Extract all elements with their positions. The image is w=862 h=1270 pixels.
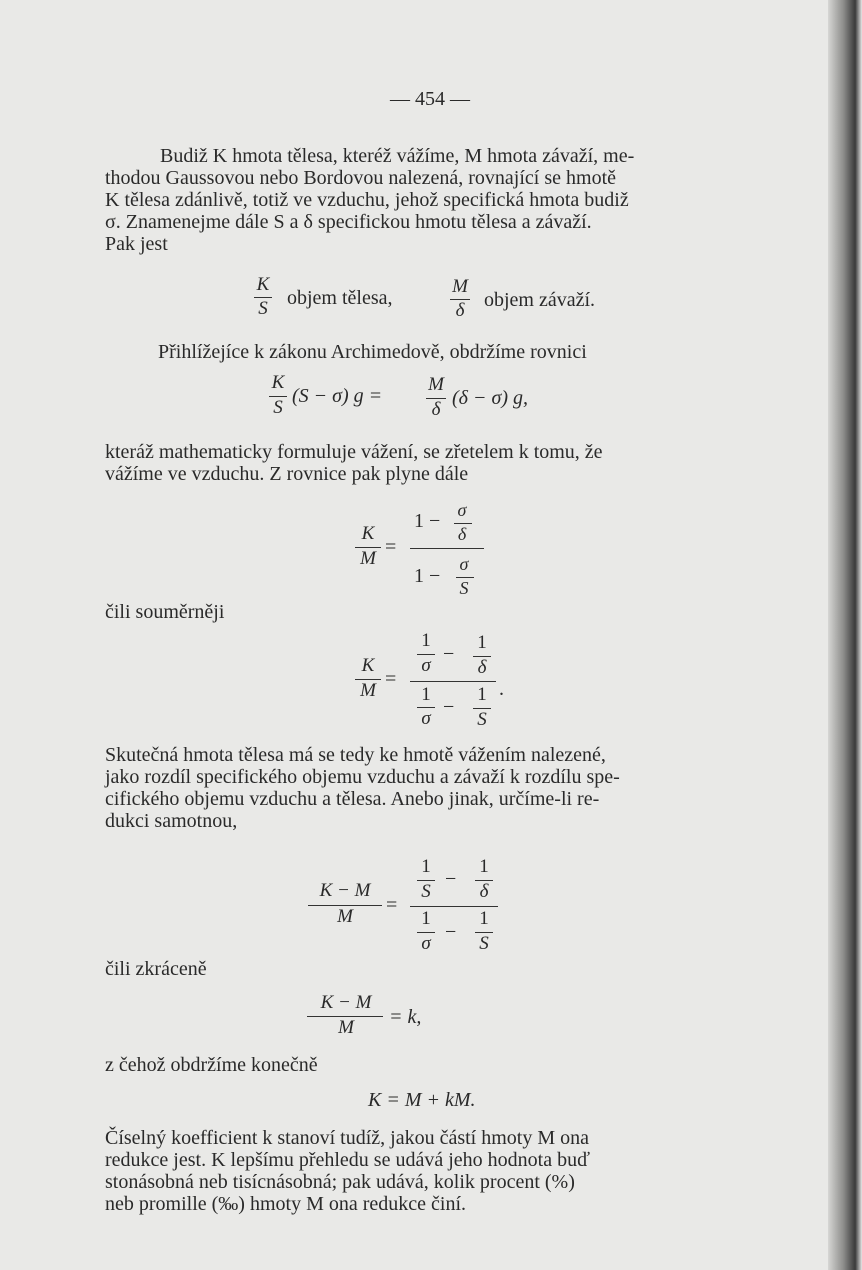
label-symmetric: čili souměrněji [105, 601, 225, 623]
eq5-a: 1 [421, 856, 431, 877]
label-finally: z čehož obdržíme konečně [105, 1054, 318, 1076]
eq4-lhs-den: M [360, 680, 376, 701]
eq5-h: S [479, 933, 489, 954]
para5-line-1: Číselný koefficient k stanoví tudíž, jakou částí hmoty M ona [105, 1127, 589, 1149]
para1-line-2: thodou Gaussovou nebo Bordovou nalezená, rovnající se hmotě [105, 167, 616, 189]
para5-line-3: stonásobná neb tisícnásobná; pak udává, kolik procent (%) [105, 1171, 575, 1193]
eq2-mid: (S − σ) g = [292, 385, 383, 407]
paragraph-2: Přihlížejíce k zákonu Archimedově, obdržíme rovnici [158, 341, 587, 363]
eq2-num1: K [271, 372, 285, 393]
eq1-text1: objem tělesa, [287, 287, 393, 309]
page-number: — 454 — [390, 88, 470, 110]
eq5-e: 1 [421, 908, 431, 929]
eq4-a: 1 [421, 630, 431, 651]
eq3-top: 1 − [414, 510, 441, 532]
para5-line-4: neb promille (‰) hmoty M ona redukce činí. [105, 1193, 467, 1215]
para1-line-5: Pak jest [105, 233, 168, 255]
eq6-rhs: = k, [389, 1006, 422, 1028]
paragraph-5 [105, 1127, 760, 1215]
eq1-num2: M [452, 276, 468, 297]
eq2-den2: δ [431, 399, 441, 420]
eq5-f: σ [421, 933, 431, 954]
eq4-eq: = [385, 668, 397, 690]
eq4-c: 1 [477, 632, 487, 653]
eq3-eq: = [385, 536, 397, 558]
para1-line-3: K tělesa zdánlivě, totiž ve vzduchu, jehož specifická hmota budiž [105, 189, 629, 211]
eq4-g: 1 [477, 684, 487, 705]
eq2-num2: M [428, 374, 444, 395]
eq2-den1: S [273, 397, 283, 418]
eq3-bot: 1 − [414, 565, 441, 587]
eq3-bot-den: S [459, 578, 469, 598]
para4-line-3: cifického objemu vzduchu a tělesa. Anebo jinak, určíme-li re- [105, 788, 600, 810]
paragraph-4 [105, 744, 760, 832]
eq6-lhs-num: K − M [320, 992, 372, 1013]
eq5-d: δ [479, 881, 489, 902]
para3-line-2: vážíme ve vzduchu. Z rovnice pak plyne dále [105, 463, 469, 485]
eq5-c: 1 [479, 856, 489, 877]
para4-line-4: dukci samotnou, [105, 810, 238, 832]
eq4-b: σ [421, 655, 431, 676]
eq4-f: σ [421, 708, 431, 729]
eq3-top-den: δ [457, 524, 467, 544]
eq4-lhs-num: K [361, 655, 375, 676]
eq5-lhs-den: M [337, 906, 353, 927]
eq5-lhs-num: K − M [319, 880, 371, 901]
paragraph-1 [105, 145, 760, 255]
eq3-bot-num: σ [459, 554, 469, 574]
eq4-dot: . [499, 678, 504, 700]
eq1-num1: K [256, 274, 270, 295]
eq5-eq: = [386, 894, 398, 916]
para4-line-2: jako rozdíl specifického objemu vzduchu a závaží k rozdílu spe- [105, 766, 620, 788]
equation-final: K = M + kM. [368, 1089, 476, 1111]
para4-line-1: Skutečná hmota tělesa má se tedy ke hmotě vážením nalezené, [105, 744, 606, 766]
eq4-d: δ [477, 657, 487, 678]
eq2-end: (δ − σ) g, [452, 387, 528, 409]
eq4-h: S [477, 709, 487, 730]
eq4-minus1: − [443, 643, 455, 665]
eq1-text2: objem závaží. [484, 289, 596, 311]
para3-line-1: kteráž mathematicky formuluje vážení, se zřetelem k tomu, že [105, 441, 603, 463]
eq3-lhs-num: K [361, 523, 375, 544]
eq4-e: 1 [421, 684, 431, 705]
eq1-den2: δ [455, 300, 465, 321]
eq5-minus1: − [445, 868, 457, 890]
eq5-minus2: − [445, 921, 457, 943]
eq3-top-num: σ [457, 500, 467, 520]
eq4-minus2: − [443, 696, 455, 718]
label-short: čili zkráceně [105, 958, 207, 980]
eq5-b: S [421, 881, 431, 902]
paragraph-3 [105, 441, 760, 485]
eq5-g: 1 [479, 908, 489, 929]
page-edge-shadow [828, 0, 862, 1270]
para1-line-4: σ. Znamenejme dále S a δ specifickou hmotu tělesa a závaží. [105, 211, 592, 233]
para5-line-2: redukce jest. K lepšímu přehledu se udává jeho hodnota buď [105, 1149, 591, 1171]
eq1-den1: S [258, 298, 268, 319]
eq6-lhs-den: M [338, 1017, 354, 1038]
para1-line-1: Budiž K hmota tělesa, kteréž vážíme, M hmota závaží, me- [160, 145, 635, 167]
eq3-lhs-den: M [360, 548, 376, 569]
